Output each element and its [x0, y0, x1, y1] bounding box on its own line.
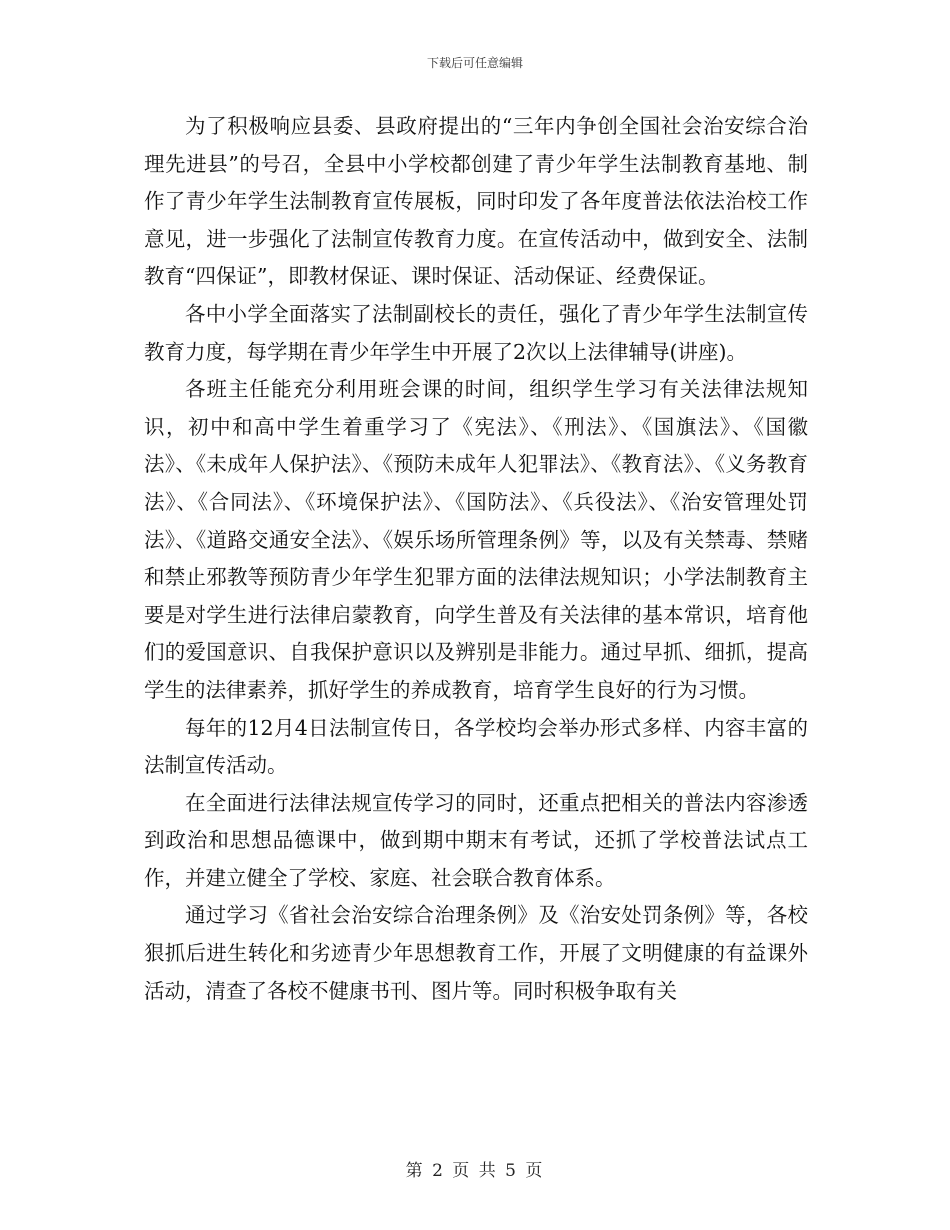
paragraph-5: 在全面进行法律法规宣传学习的同时，还重点把相关的普法内容渗透到政治和思想品德课中，做到期中期末有考试，还抓了学校普法试点工作，并建立健全了学校、家庭、社会联合教育体系。	[144, 790, 808, 890]
paragraph-2: 各中小学全面落实了法制副校长的责任，强化了青少年学生法制宣传教育力度，每学期在青少年学生中开展了2次以上法律辅导(讲座)。	[144, 301, 808, 364]
paragraph-1: 为了积极响应县委、县政府提出的“三年内争创全国社会治安综合治理先进县”的号召，全县中小学校都创建了青少年学生法制教育基地、制作了青少年学生法制教育宣传展板，同时印发了各年度普法依法治校工作意见，进一步强化了法制宣传教育力度。在宣传活动中，做到安全、法制教育“四保证”，即教材保证、课时保证、活动保证、经费保证。	[144, 114, 808, 289]
paragraph-4: 每年的12月4日法制宣传日，各学校均会举办形式多样、内容丰富的法制宣传活动。	[144, 715, 808, 778]
paragraph-6: 通过学习《省社会治安综合治理条例》及《治安处罚条例》等，各校狠抓后进生转化和劣迹青少年思想教育工作，开展了文明健康的有益课外活动，清查了各校不健康书刊、图片等。同时积极争取有关	[144, 903, 808, 1003]
page-number: 第 2 页 共 5 页	[405, 1161, 545, 1181]
paragraph-3: 各班主任能充分利用班会课的时间，组织学生学习有关法律法规知识，初中和高中学生着重学习了《宪法》、《刑法》、《国旗法》、《国徽法》、《未成年人保护法》、《预防未成年人犯罪法》、《教育法》、《义务教育法》、《合同法》、《环境保护法》、《国防法》、《兵役法》、《治安管理处罚法》、《道路交通安全法》、《娱乐场所管理条例》等，以及有关禁毒、禁赌和禁止邪教等预防青少年学生犯罪方面的法律法规知识；小学法制教育主要是对学生进行法律启蒙教育，向学生普及有关法律的基本常识，培育他们的爱国意识、自我保护意识以及辨别是非能力。通过早抓、细抓，提高学生的法律素养，抓好学生的养成教育，培育学生良好的行为习惯。	[144, 377, 808, 702]
document-body	[144, 108, 808, 1010]
page-header-note: 下载后可任意编辑	[426, 56, 523, 70]
